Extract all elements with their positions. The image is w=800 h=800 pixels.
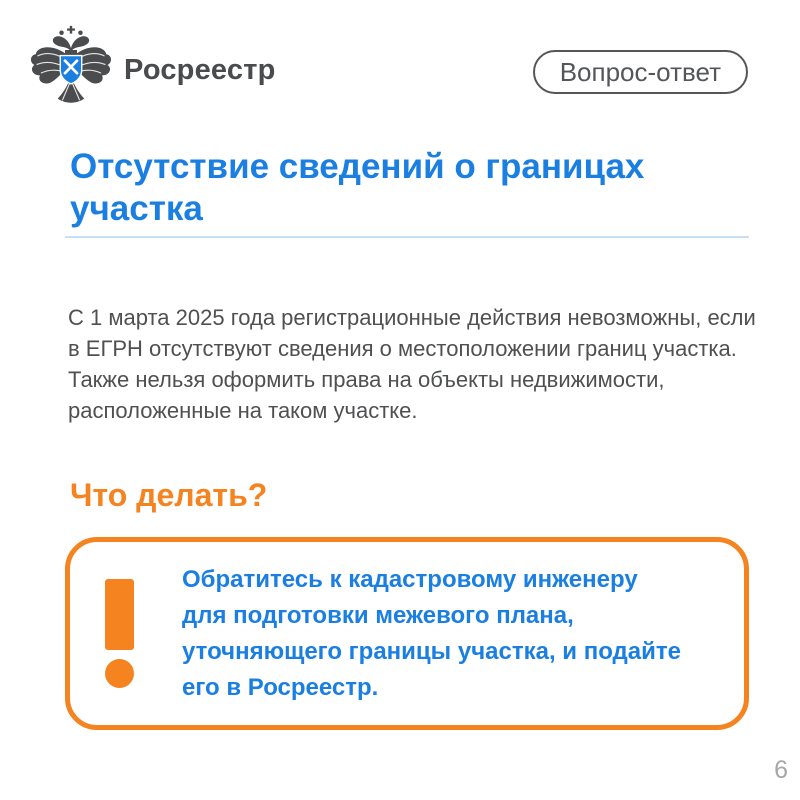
page-number: 6 <box>774 756 788 784</box>
rosreestr-logo <box>28 24 276 117</box>
page-title: Отсутствие сведений о границах участка <box>70 147 645 228</box>
exclamation-bar <box>105 579 134 650</box>
qa-badge-button[interactable]: Вопрос-ответ <box>533 50 748 94</box>
body-paragraph: С 1 марта 2025 года регистрационные действия невозможны, если в ЕГРН отсутствуют сведения о местоположении границ участка. Также нельзя оформить права на объекты недвижимости, расположенные на таком участке. <box>68 305 756 423</box>
rosreestr-eagle-icon <box>28 24 114 117</box>
title-divider <box>65 236 749 238</box>
exclamation-icon <box>104 579 134 688</box>
advice-text: Обратитесь к кадастровому инженеру для подготовки межевого плана, уточняющего границы участка, и подайте его в Росреестр. <box>182 565 681 701</box>
what-to-do-heading: Что делать? <box>70 477 268 513</box>
logo-wordmark: Росреестр <box>124 54 276 86</box>
exclamation-dot <box>105 659 134 688</box>
advice-callout <box>65 537 749 730</box>
